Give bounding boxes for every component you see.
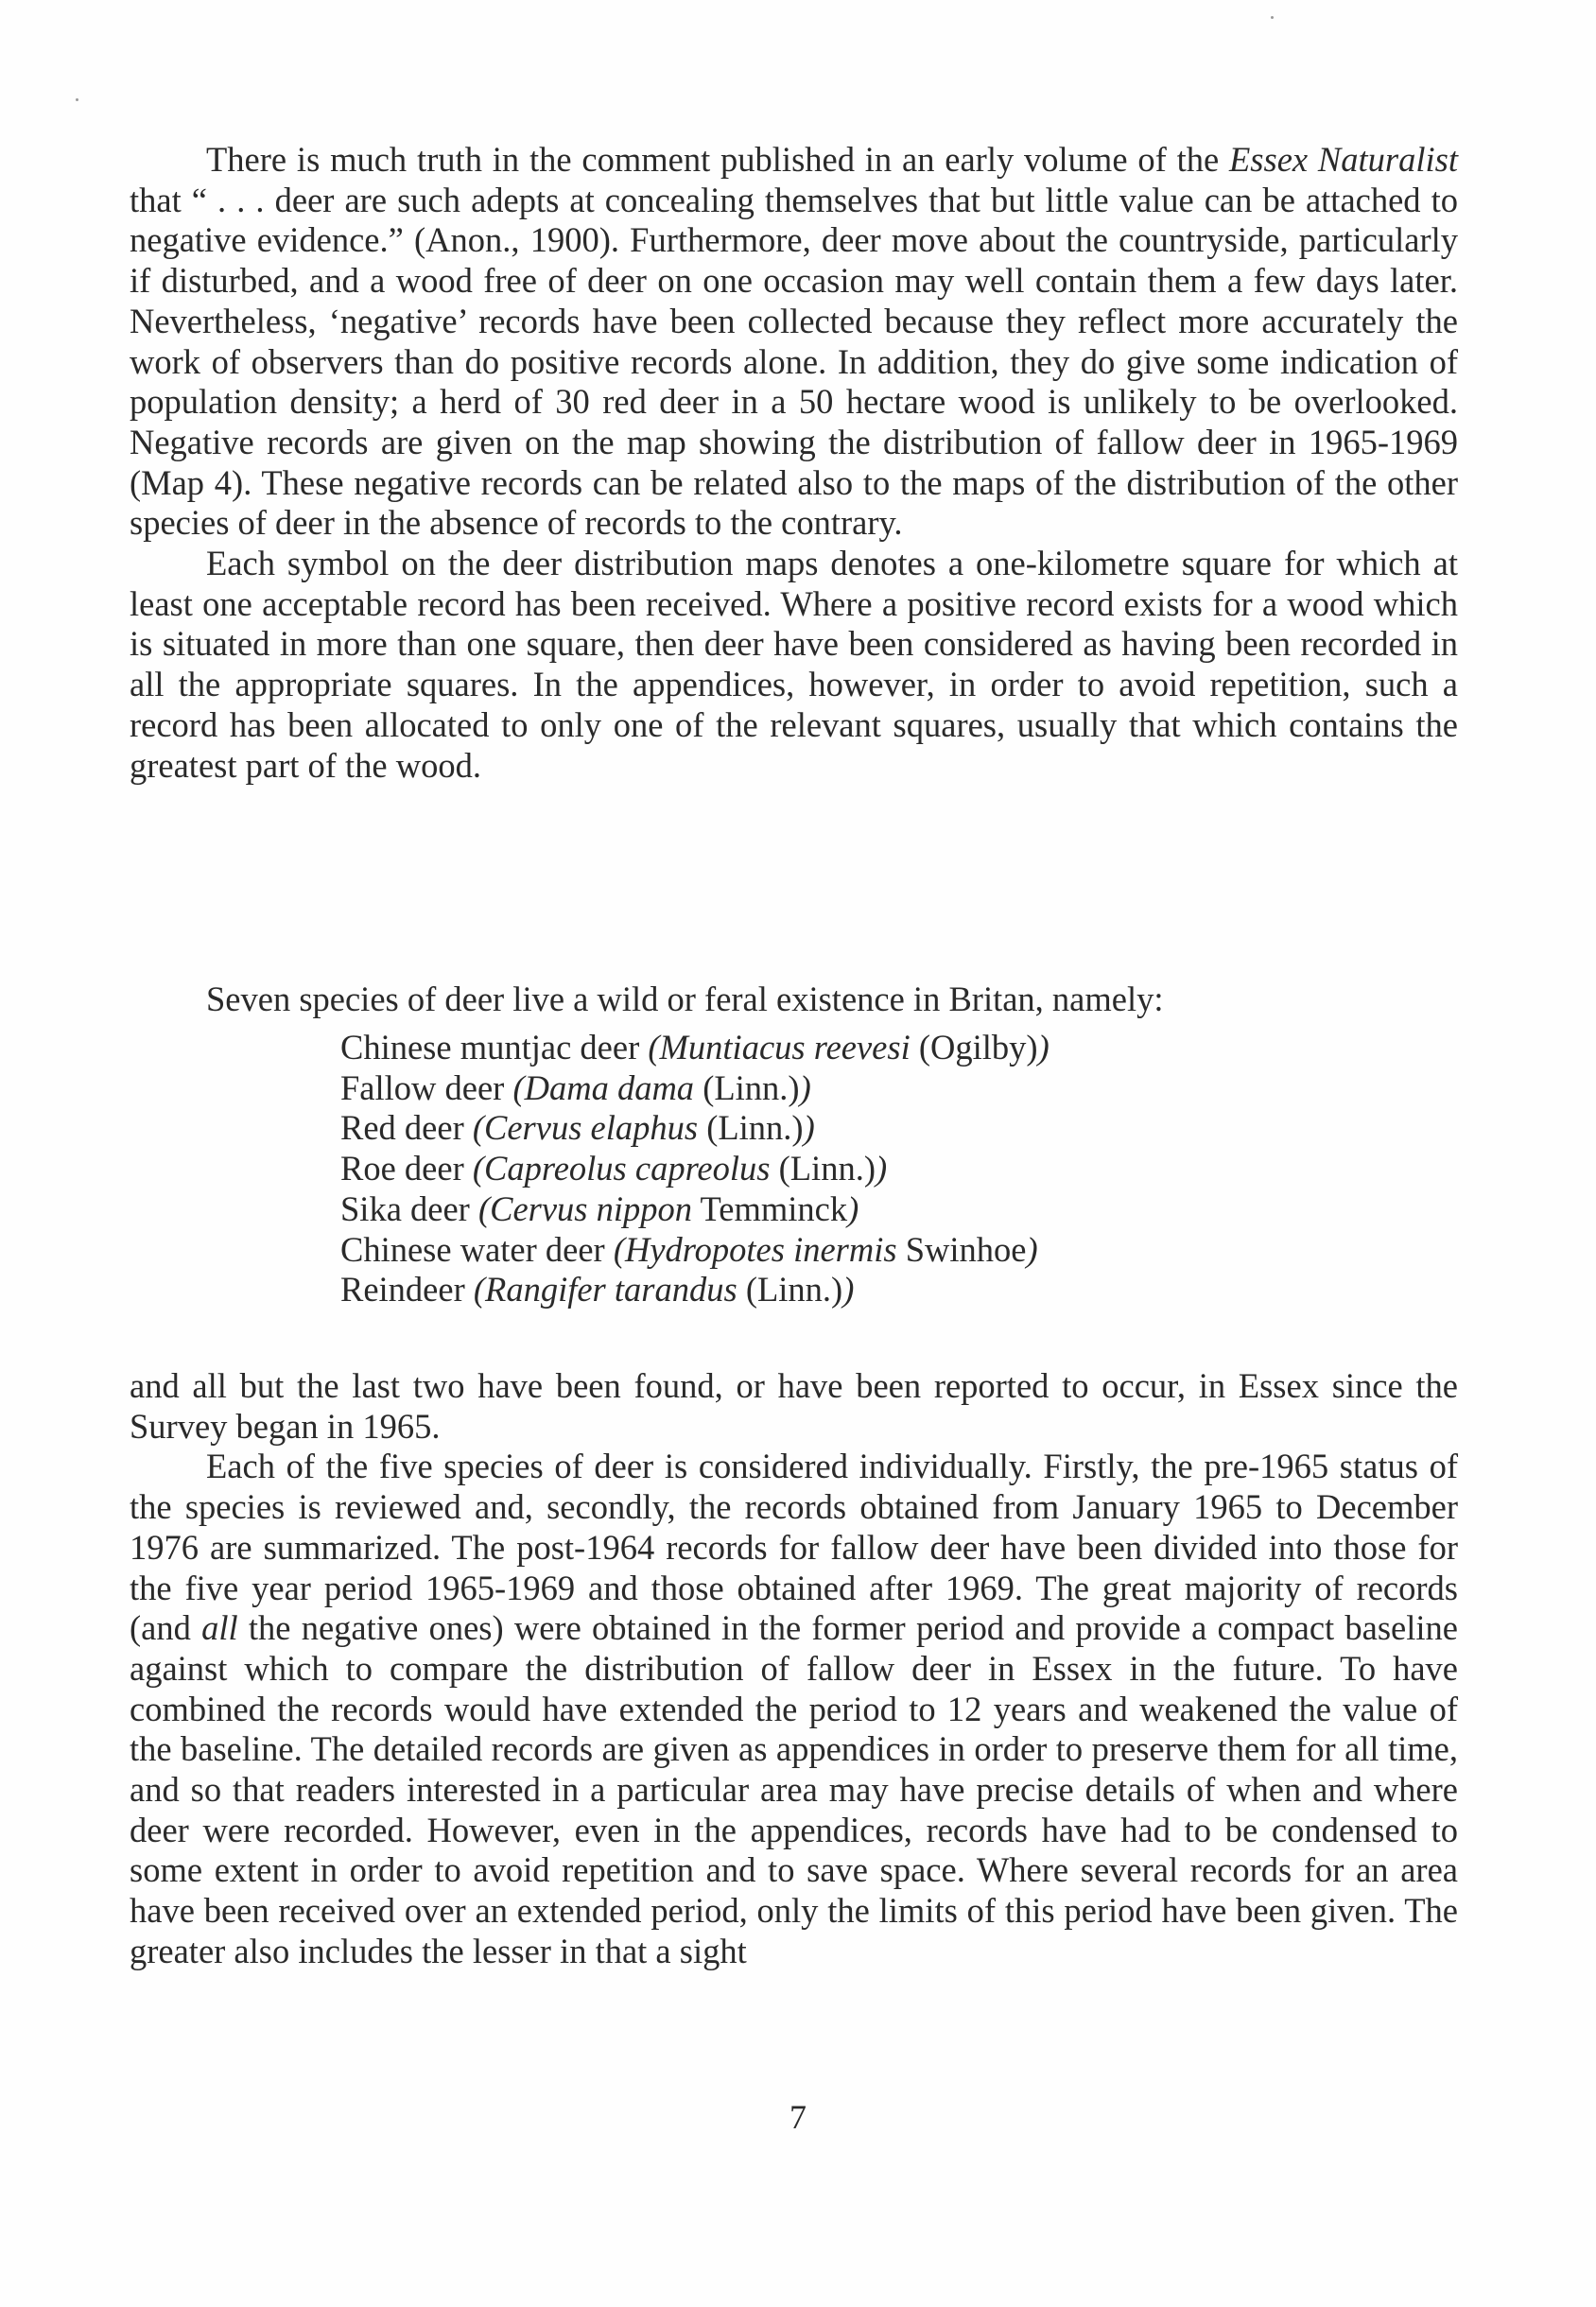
paragraph-4 (130, 1447, 1458, 1971)
species-common-name: Reindeer (340, 1270, 474, 1310)
species-intro: Seven species of deer live a wild or feral existence in Britan, namely: (206, 980, 1164, 1018)
page-number: 7 (789, 2098, 807, 2136)
paragraph-1-pre: There is much truth in the comment published in an early volume of the (206, 140, 1229, 179)
species-scientific-name: Capreolus capreolus (484, 1149, 771, 1188)
species-authority: (Linn.) (737, 1270, 843, 1310)
species-close-bracket: ) (1037, 1028, 1050, 1067)
emphasis-all: all (201, 1608, 238, 1648)
paragraph-1-post: that “ . . . deer are such adepts at concealing themselves that but little value can be attached to negative evidence.” (Anon., 1900). Furthermore, deer move about the countryside, particularly if disturbed, and a wood free of deer on one occasion may well contain them a few days later. Nevertheless, ‘negative’ records have been collected because they reflect more accurately the work of observers than do positive records alone. In addition, they do give some indication of population density; a herd of 30 red deer in a 50 hectare wood is unlikely to be overlooked. Negative records are given on the map showing the distribution of fallow deer in 1965-1969 (Map 4). These negative records can be related also to the maps of the distribution of the other species of deer in the absence of records to the contrary. (130, 180, 1458, 543)
species-close-bracket: ) (842, 1270, 855, 1310)
paragraph-3 (130, 1366, 1458, 1447)
species-scientific-name: Rangifer tarandus (485, 1270, 737, 1310)
species-open-bracket: ( (648, 1028, 660, 1067)
species-open-bracket: ( (472, 1149, 485, 1188)
scan-speck (76, 98, 78, 101)
species-authority: Swinhoe (896, 1229, 1027, 1269)
species-common-name: Chinese muntjac deer (340, 1028, 649, 1067)
species-open-bracket: ( (613, 1229, 625, 1269)
journal-title: Essex Naturalist (1229, 140, 1458, 179)
text-block-top (130, 140, 1458, 786)
species-item (340, 1189, 1050, 1230)
species-close-bracket: ) (847, 1188, 859, 1228)
species-common-name: Sika deer (340, 1188, 478, 1228)
species-authority: (Ogilby) (910, 1028, 1038, 1067)
species-item (340, 1149, 1050, 1189)
species-item (340, 1028, 1050, 1068)
species-common-name: Fallow deer (340, 1067, 513, 1107)
species-authority: (Linn.) (770, 1149, 876, 1188)
species-close-bracket: ) (875, 1149, 888, 1188)
species-scientific-name: Muntiacus reevesi (659, 1028, 911, 1067)
species-close-bracket: ) (803, 1108, 815, 1148)
species-list (340, 1028, 1050, 1310)
species-scientific-name: Cervus nippon (490, 1188, 693, 1228)
paragraph-1 (130, 140, 1458, 544)
species-item (340, 1068, 1050, 1109)
scan-speck (1271, 16, 1274, 19)
species-scientific-name: Cervus elaphus (484, 1108, 699, 1148)
species-close-bracket: ) (799, 1067, 811, 1107)
paragraph-3-text: and all but the last two have been found, or have been reported to occur, in Essex since the Survey began in 1965. (130, 1366, 1458, 1446)
species-open-bracket: ( (477, 1188, 491, 1228)
species-close-bracket: ) (1026, 1229, 1038, 1269)
species-common-name: Roe deer (340, 1149, 473, 1188)
species-open-bracket: ( (512, 1067, 525, 1107)
species-scientific-name: Dama dama (524, 1067, 695, 1107)
species-common-name: Chinese water deer (340, 1229, 614, 1269)
species-common-name: Red deer (340, 1108, 473, 1148)
paragraph-2 (130, 544, 1458, 786)
paragraph-4-pre: Each of the five species of deer is considered individually. Firstly, the pre-1965 status of the species is reviewed and, secondly, the records obtained from January 1965 to December 1976 are summarized. The post-1964 records for fallow deer have been divided into those for the five year period 1965-1969 and those obtained after 1969. The great majority of records (and (130, 1447, 1458, 1648)
text-block-bottom (130, 1366, 1458, 1972)
species-item (340, 1108, 1050, 1149)
paragraph-2-text: Each symbol on the deer distribution maps denotes a one-kilometre square for which at least one acceptable record has been received. Where a positive record exists for a wood which is situated in more than one square, then deer have been considered as having been recorded in all the appropriate squares. In the appendices, however, in order to avoid repetition, such a record has been allocated to only one of the relevant squares, usually that which contains the greatest part of the wood. (130, 544, 1458, 785)
species-scientific-name: Hydropotes inermis (624, 1229, 897, 1269)
species-open-bracket: ( (473, 1270, 486, 1310)
species-authority: Temminck (692, 1188, 848, 1228)
species-authority: (Linn.) (694, 1067, 800, 1107)
paragraph-4-post: the negative ones) were obtained in the former period and provide a compact baseline against which to compare the distribution of fallow deer in Essex in the future. To have combined the records would have extended the period to 12 years and weakened the value of the baseline. The detailed records are given as appendices in order to preserve them for all time, and so that readers interested in a particular area may have precise details of when and where deer were recorded. However, even in the appendices, records have had to be condensed to some extent in order to avoid repetition and to save space. Where several records for an area have been received over an extended period, only the limits of this period have been given. The greater also includes the lesser in that a sight (130, 1608, 1458, 1970)
species-item (340, 1230, 1050, 1271)
species-open-bracket: ( (472, 1108, 485, 1148)
species-authority: (Linn.) (698, 1108, 804, 1148)
species-item (340, 1270, 1050, 1310)
